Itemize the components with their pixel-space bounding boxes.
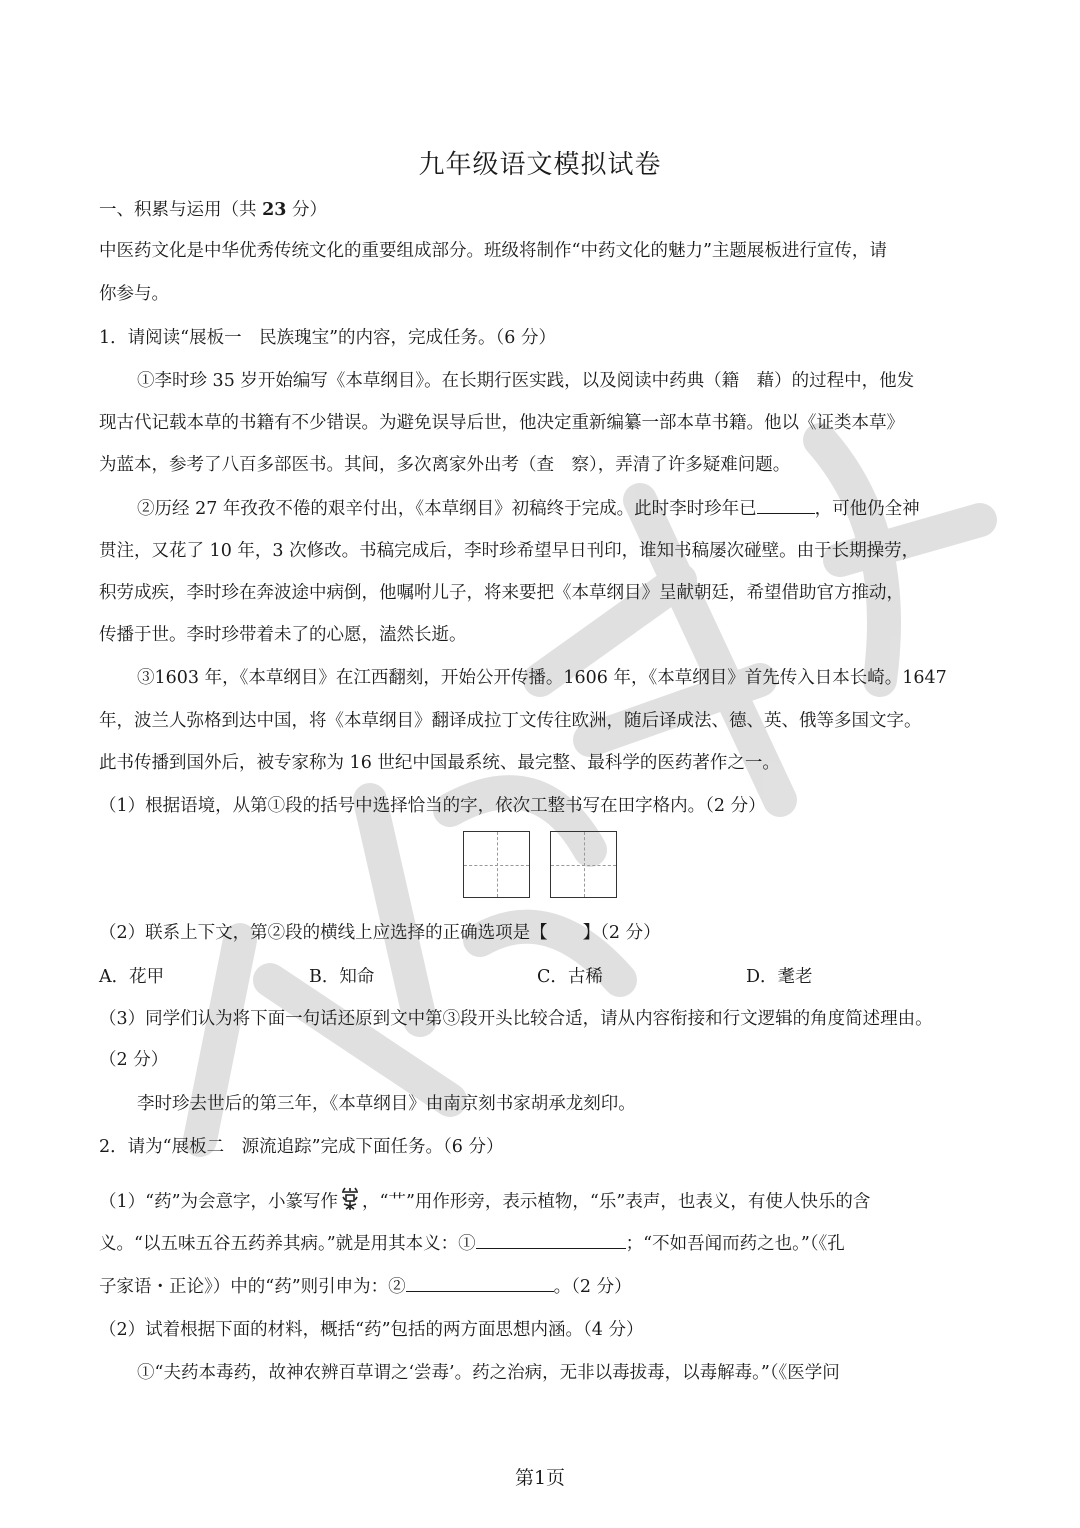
tianzi-grid-box-2[interactable] — [550, 831, 617, 898]
q1-para1-line-3: 为蓝本，参考了八百多部医书。其间，多次离家外出考（查 察），弄清了许多疑难问题。 — [99, 455, 791, 475]
page-title: 九年级语文模拟试卷 — [418, 150, 662, 180]
answer-blank-age[interactable] — [757, 495, 815, 514]
option-b[interactable]: B．知命 — [309, 967, 375, 987]
answer-blank-1[interactable] — [476, 1230, 626, 1249]
q1-sub3: （3）同学们认为将下面一句话还原到文中第③段开头比较合适，请从内容衔接和行文逻辑的角度简述理由。 — [99, 1009, 933, 1029]
q1-sub1: （1）根据语境，从第①段的括号中选择恰当的字，依次工整书写在田字格内。（2 分） — [99, 796, 766, 816]
q1-sub3-quote: 李时珍去世后的第三年，《本草纲目》由南京刻书家胡承龙刻印。 — [137, 1094, 636, 1114]
q2-sub2-quote: ①“夫药本毒药，故神农辨百草谓之‘尝毒’。药之治病，无非以毒拔毒，以毒解毒。”（《医学问 — [137, 1363, 840, 1383]
q2-heading: 2．请为“展板二 源流追踪”完成下面任务。（6 分） — [99, 1137, 504, 1157]
q1-para2-line-3: 积劳成疾，李时珍在奔波途中病倒，他嘱咐儿子，将来要把《本草纲目》呈献朝廷，希望借助官方推动， — [99, 583, 904, 603]
q1-sub2: （2）联系上下文，第②段的横线上应选择的正确选项是【 】（2 分） — [99, 923, 661, 943]
q2-sub1-line-2: 义。“以五味五谷五药养其病。”就是用其本义：① ；“不如吾闻而药之也。”（《孔 — [99, 1230, 989, 1257]
q1-sub3-score: （2 分） — [99, 1050, 169, 1070]
seal-script-yao-icon — [340, 1187, 360, 1211]
q2-sub1-line-1: （1）“药”为会意字，小篆写作 ，“艹”用作形旁，表示植物，“乐”表声，也表义，有使人快乐的含 — [99, 1187, 989, 1215]
q1-heading: 1．请阅读“展板一 民族瑰宝”的内容，完成任务。（6 分） — [99, 328, 556, 348]
q2-sub1-line-3: 子家语・正论》）中的“药”则引申为：② 。（2 分） — [99, 1273, 989, 1300]
q2-sub2: （2）试着根据下面的材料，概括“药”包括的两方面思想内涵。（4 分） — [99, 1320, 644, 1340]
page-number: 第1页 — [514, 1467, 566, 1489]
q1-para2-line-1: ②历经 27 年孜孜不倦的艰辛付出，《本草纲目》初稿终于完成。此时李时珍年已 ，可他仍全神 — [137, 495, 989, 522]
intro-line-2: 你参与。 — [99, 284, 169, 304]
intro-line-1: 中医药文化是中华优秀传统文化的重要组成部分。班级将制作“中药文化的魅力”主题展板进行宣传，请 — [99, 241, 887, 261]
option-d[interactable]: D．耄老 — [746, 967, 813, 987]
answer-blank-2[interactable] — [406, 1273, 554, 1292]
option-c[interactable]: C．古稀 — [537, 967, 603, 987]
q1-para1-line-1: ①李时珍 35 岁开始编写《本草纲目》。在长期行医实践，以及阅读中药典（籍 藉）的过程中，他发 — [137, 371, 915, 391]
section-score: 23 — [262, 200, 287, 220]
q1-para2-line-2: 贯注，又花了 10 年，3 次修改。书稿完成后，李时珍希望早日刊印，谁知书稿屡次碰壁。由于长期操劳， — [99, 541, 920, 561]
q1-para1-line-2: 现古代记载本草的书籍有不少错误。为避免误导后世，他决定重新编纂一部本草书籍。他以《证类本草》 — [99, 413, 904, 433]
q1-para3-line-1: ③1603 年，《本草纲目》在江西翻刻，开始公开传播。1606 年，《本草纲目》首先传入日本长崎。1647 — [137, 668, 947, 688]
q1-para3-line-3: 此书传播到国外后，被专家称为 16 世纪中国最系统、最完整、最科学的医药著作之一。 — [99, 753, 780, 773]
q1-para3-line-2: 年，波兰人弥格到达中国，将《本草纲目》翻译成拉丁文传往欧洲，随后译成法、德、英、俄等多国文字。 — [99, 711, 922, 731]
option-a[interactable]: A．花甲 — [99, 967, 165, 987]
tianzi-grid-box-1[interactable] — [463, 831, 530, 898]
section-heading: 一、积累与运用（共 23 分） — [99, 200, 327, 220]
q1-para2-line-4: 传播于世。李时珍带着未了的心愿，溘然长逝。 — [99, 625, 467, 645]
